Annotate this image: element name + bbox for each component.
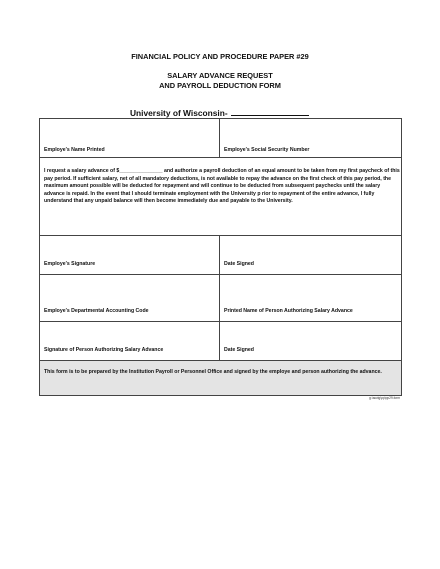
- dept-accounting-code-field[interactable]: Employe's Departmental Accounting Code: [44, 308, 149, 314]
- university-campus-blank[interactable]: [231, 108, 309, 116]
- footer-note: This form is to be prepared by the Institution Payroll or Personnel Office and signed by the employe and person authorizing the advance.: [44, 369, 382, 375]
- form-title-line2: AND PAYROLL DEDUCTION FORM: [159, 81, 281, 90]
- date-signed-field-2[interactable]: Date Signed: [224, 347, 254, 353]
- authorizer-name-field[interactable]: Printed Name of Person Authorizing Salary Advance: [224, 308, 353, 314]
- row-divider: [40, 321, 401, 322]
- form-code: g:\acctg\pp\pp29.form: [369, 396, 400, 400]
- row-divider: [40, 157, 401, 158]
- university-line: [130, 108, 309, 118]
- university-label: University of Wisconsin-: [130, 108, 228, 118]
- column-divider: [219, 119, 220, 157]
- employee-signature-field[interactable]: Employe's Signature: [44, 261, 96, 267]
- name-printed-field[interactable]: Employe's Name Printed: [44, 147, 105, 153]
- authorizer-signature-field[interactable]: Signature of Person Authorizing Salary Advance: [44, 347, 164, 353]
- row-divider: [40, 360, 401, 361]
- form-title-line1: SALARY ADVANCE REQUEST: [167, 71, 273, 80]
- footer-shading: [40, 360, 401, 395]
- row-divider: [40, 235, 401, 236]
- column-divider: [219, 235, 220, 360]
- request-paragraph: I request a salary advance of $_______________ and authorize a payroll deduction of an equal amount to be taken from my first paycheck of this pay period. If sufficient salary, net of all mandatory deductions, is not available to repay the advance on the first check of this pay period, the maximum amount possible will be deducted for repayment and will continue to be deducted from subsequent paychecks until the salary advance is repaid. In the event that I should terminate employment with the University p rior to repayment of the entire advance, I fully understand that any unpaid balance will then become immediately due and payable to the University.: [44, 168, 400, 205]
- date-signed-field[interactable]: Date Signed: [224, 261, 254, 267]
- ssn-field[interactable]: Employe's Social Security Number: [224, 147, 310, 153]
- row-divider: [40, 274, 401, 275]
- form-table: [39, 118, 402, 396]
- policy-title: FINANCIAL POLICY AND PROCEDURE PAPER #29: [131, 52, 309, 61]
